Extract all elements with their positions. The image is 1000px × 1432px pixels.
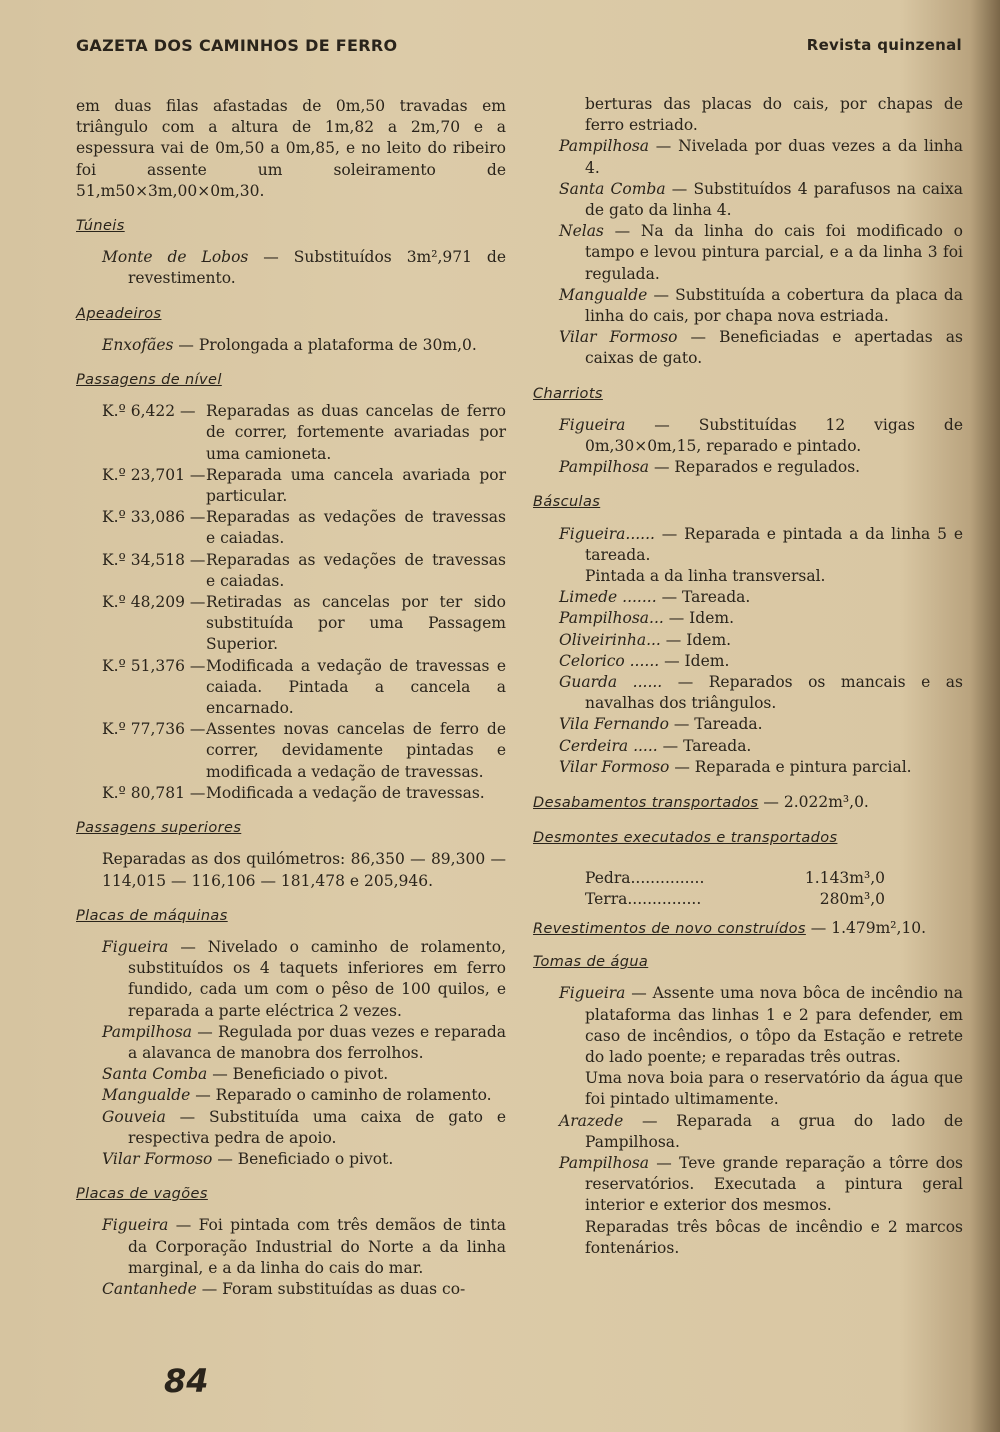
place-name: Santa Comba: [102, 1065, 208, 1084]
section-heading-revestimentos: Revestimentos de novo construídos: [533, 920, 806, 937]
bascula-extra: Pintada a da linha transversal.: [585, 567, 826, 586]
entry-text: — Reparados os mancais e as navalhas dos triângulos.: [585, 673, 964, 713]
place-name: Enxofães: [102, 335, 174, 354]
entry-bascula: [559, 587, 963, 608]
section-heading-passagens-superiores: Passagens superiores: [76, 820, 242, 837]
km-text: Retiradas as cancelas por ter sido substituída por uma Passagem Superior.: [206, 593, 506, 654]
km-label: K.º 33,086 —: [102, 508, 206, 527]
entry-bascula: [559, 651, 963, 672]
place-name: Mangualde: [102, 1086, 191, 1105]
entry-placa: [102, 1085, 506, 1106]
place-name: Pampilhosa: [102, 1022, 193, 1041]
km-item: [102, 507, 506, 549]
entry-placa-vagao: [559, 285, 963, 327]
section-heading-desabamentos: Desabamentos transportados: [533, 795, 759, 812]
entry-text: — Reparados e regulados.: [649, 458, 861, 477]
entry-text: — Substituída a cobertura da placa da linha do cais, por chapa nova estriada.: [585, 285, 963, 326]
entry-text: — Tareada.: [656, 588, 751, 607]
entry-text: — Reparado o caminho de rolamento.: [190, 1086, 492, 1105]
revestimentos-line: [533, 918, 963, 940]
entry-text: — Assente uma nova bôca de incêndio na plataforma das linhas 1 e 2 para defender, em caso de incêndios, o tôpo da Estação e retrete do lado poente; e reparadas três outras.: [585, 984, 963, 1066]
entry-text: — Foi pintada com três demãos de tinta da Corporação Industrial do Norte a da linha marginal, e a da linha do cais do mar.: [128, 1216, 506, 1277]
row-label: Terra...............: [585, 889, 702, 908]
entry-placa: [102, 937, 506, 1022]
entry-placa: [102, 1149, 506, 1170]
place-name: Guarda ......: [559, 673, 663, 692]
km-label: K.º 51,376 —: [102, 656, 206, 675]
entry-bascula: [559, 672, 963, 714]
entry-text: — Beneficiado o pivot.: [212, 1149, 394, 1168]
entry-text: — Idem.: [663, 609, 735, 628]
entry-text: — Na da linha do cais foi modificado o tampo e levou pintura parcial, e a da linha 3 foi regulada.: [585, 222, 963, 283]
row-value: 280m³,0: [819, 889, 885, 908]
km-item: [102, 783, 506, 804]
entry-bascula: [559, 757, 963, 778]
place-name: Pampilhosa...: [559, 609, 664, 628]
section-heading-tomas: Tomas de água: [533, 954, 649, 971]
place-name: Vilar Formoso: [559, 757, 670, 776]
km-label: K.º 34,518 —: [102, 550, 206, 569]
journal-subtitle: Revista quinzenal: [806, 36, 962, 54]
right-column: [533, 94, 963, 1259]
place-name: Oliveirinha...: [559, 630, 661, 649]
section-heading-placas-vagoes: Placas de vagões: [76, 1186, 208, 1203]
entry-placa: [102, 1064, 506, 1085]
toma-extra: Reparadas três bôcas de incêndio e 2 marcos fontenários.: [585, 1217, 963, 1257]
km-label: K.º 77,736 —: [102, 720, 206, 739]
entry-text: — Regulada por duas vezes e reparada a alavanca de manobra dos ferrolhos.: [128, 1022, 506, 1062]
desabamentos-value: — 2.022m³,0.: [758, 793, 869, 812]
entry-text: — Beneficiadas e apertadas as caixas de gato.: [585, 328, 963, 368]
km-item: [102, 656, 506, 720]
entry-text: — Foram substituídas as duas co-: [196, 1279, 466, 1298]
km-label: K.º 6,422 —: [102, 402, 196, 421]
entry-placa-vagao: [102, 1215, 506, 1279]
section-heading-tuneis: Túneis: [76, 218, 125, 235]
section-heading-desmontes: Desmontes executados e transportados: [533, 830, 838, 847]
entry-text: — Idem.: [659, 651, 730, 670]
entry-placa-vagao: [559, 136, 963, 178]
km-label: K.º 23,701 —: [102, 465, 206, 484]
entry-placa-vagao: [559, 327, 963, 369]
entry-placa-vagao: [559, 221, 963, 285]
passagens-superiores-text: Reparadas as dos quilómetros: 86,350 — 89,300 — 114,015 — 116,106 — 181,478 e 205,946.: [102, 850, 506, 890]
km-item: [102, 401, 506, 465]
entry-charriot: [559, 457, 963, 478]
km-item: [102, 465, 506, 507]
entry-placa: [102, 1107, 506, 1149]
km-text: Reparada uma cancela avariada por particular.: [206, 465, 506, 506]
entry-text: — Beneficiado o pivot.: [207, 1065, 389, 1084]
place-name: Mangualde: [559, 285, 648, 304]
km-text: Modificada a vedação de travessas.: [206, 783, 485, 802]
section-heading-passagens-nivel: Passagens de nível: [76, 372, 222, 389]
entry-bascula: [559, 608, 963, 629]
place-name: Monte de Lobos: [102, 248, 249, 267]
km-label: K.º 48,209 —: [102, 593, 206, 612]
entry-bascula: [559, 736, 963, 757]
place-name: Pampilhosa: [559, 1153, 650, 1172]
km-item: [102, 592, 506, 656]
entry-text: — Reparada e pintada a da linha 5 e tareada.: [585, 524, 963, 564]
place-name: Vilar Formoso: [102, 1149, 213, 1168]
place-name: Pampilhosa: [559, 458, 650, 477]
section-heading-charriots: Charriots: [533, 385, 603, 402]
km-item: [102, 550, 506, 592]
entry-placa-vagao: [102, 1279, 506, 1300]
row-label: Pedra...............: [585, 868, 705, 887]
km-list: [76, 401, 506, 804]
km-text: Modificada a vedação de travessas e caiada. Pintada a cancela a encarnado.: [206, 656, 506, 718]
entry-text: — Tareada.: [657, 736, 752, 755]
place-name: Santa Comba: [559, 179, 666, 198]
place-name: Limede .......: [559, 588, 657, 607]
place-name: Figueira: [102, 1216, 169, 1235]
place-name: Cantanhede: [102, 1279, 197, 1298]
place-name: Vilar Formoso: [559, 328, 678, 347]
km-text: Reparadas as duas cancelas de ferro de correr, fortemente avariadas por uma camioneta.: [206, 402, 506, 463]
place-name: Figueira: [559, 984, 626, 1003]
entry-tuneis: [102, 247, 506, 289]
entry-text: — Reparada a grua do lado de Pampilhosa.: [585, 1111, 963, 1151]
table-row: [585, 889, 885, 910]
entry-text: — Nivelado o caminho de rolamento, substituídos os 4 taquets inferiores em ferro fundido, cada um com o pêso de 100 quilos, e reparada a parte eléctrica 2 vezes.: [128, 937, 506, 1020]
entry-toma: [559, 1111, 963, 1153]
place-name: Figueira......: [559, 524, 655, 543]
entry-apeadeiros: [102, 335, 506, 356]
entry-text: — Substituídas 12 vigas de 0m,30×0m,15, reparado e pintado.: [585, 415, 963, 456]
entry-text: — Teve grande reparação a tôrre dos reservatórios. Executada a pintura geral interior e exterior dos mesmos.: [585, 1153, 963, 1215]
continuation-text: berturas das placas do cais, por chapas de ferro estriado.: [585, 95, 963, 135]
entry-placa-vagao: [559, 179, 963, 221]
section-heading-basculas: Básculas: [533, 494, 601, 511]
section-heading-apeadeiros: Apeadeiros: [76, 305, 162, 322]
intro-paragraph: em duas filas afastadas de 0m,50 travadas em triângulo com a altura de 1m,82 a 2m,70 e a espessura vai de 0m,50 a 0m,85, e no leito do ribeiro foi assente um soleiramento de 51,m50×3m,00×0m,30.: [76, 97, 506, 200]
km-label: K.º 80,781 —: [102, 783, 206, 802]
place-name: Vila Fernando: [559, 715, 669, 734]
journal-title: GAZETA DOS CAMINHOS DE FERRO: [76, 36, 398, 55]
desmontes-table: [585, 868, 885, 910]
km-item: [102, 719, 506, 783]
place-name: Celorico ......: [559, 651, 660, 670]
entry-text: — Reparada e pintura parcial.: [669, 757, 912, 776]
desabamentos-line: [533, 792, 963, 814]
entry-charriot: [559, 415, 963, 457]
entry-text: — Substituídos 4 parafusos na caixa de gato da linha 4.: [585, 179, 963, 220]
entry-text: — Substituídos 3m²,971 de revestimento.: [128, 248, 506, 288]
place-name: Nelas: [559, 222, 604, 241]
place-name: Cerdeira .....: [559, 736, 658, 755]
entry-bascula: [559, 714, 963, 735]
toma-extra: Uma nova boia para o reservatório da água que foi pintado ultimamente.: [585, 1069, 963, 1109]
entry-text: — Substituída uma caixa de gato e respectiva pedra de apoio.: [128, 1107, 506, 1147]
place-name: Gouveia: [102, 1107, 166, 1126]
km-text: Assentes novas cancelas de ferro de correr, devidamente pintadas e modificada a vedação de travessas.: [206, 720, 506, 781]
revestimentos-value: — 1.479m²,10.: [805, 918, 927, 937]
place-name: Figueira: [559, 415, 626, 434]
entry-bascula: [559, 630, 963, 651]
entry-bascula: [559, 524, 963, 566]
entry-text: — Prolongada a plataforma de 30m,0.: [173, 335, 477, 354]
entry-toma: [559, 983, 963, 1068]
left-column: [76, 96, 506, 1300]
place-name: Arazede: [559, 1111, 624, 1130]
place-name: Figueira: [102, 937, 169, 956]
section-heading-placas-maquinas: Placas de máquinas: [76, 907, 228, 924]
place-name: Pampilhosa: [559, 137, 650, 156]
row-value: 1.143m³,0: [804, 868, 885, 887]
table-row: [585, 868, 885, 889]
entry-text: — Idem.: [660, 630, 732, 649]
entry-toma: [559, 1153, 963, 1217]
entry-text: — Nivelada por duas vezes a da linha 4.: [585, 137, 963, 177]
entry-text: — Tareada.: [668, 715, 763, 734]
page-number: 84: [164, 1362, 209, 1400]
km-text: Reparadas as vedações de travessas e caiadas.: [206, 508, 506, 548]
entry-placa: [102, 1022, 506, 1064]
running-head: [76, 36, 962, 60]
km-text: Reparadas as vedações de travessas e caiadas.: [206, 550, 506, 590]
